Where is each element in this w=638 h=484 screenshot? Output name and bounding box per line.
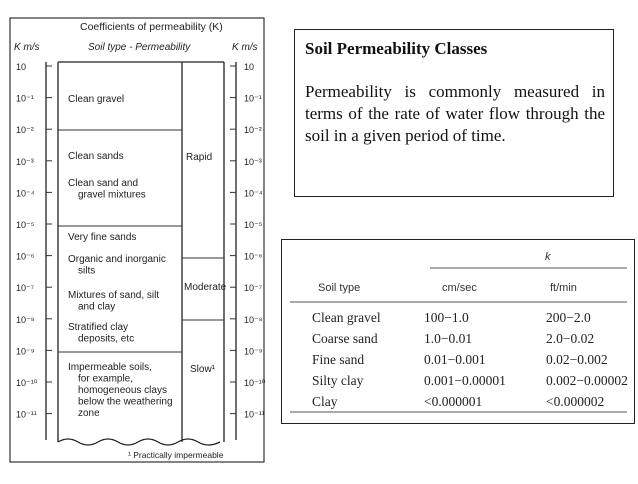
permeability-class-label: Slow¹ xyxy=(190,364,216,375)
soil-type-label: Impermeable soils, xyxy=(68,362,152,373)
right-scale-label: 10⁻³ xyxy=(244,156,262,167)
right-scale-label: 10⁻² xyxy=(244,125,262,136)
table-cell-soil-type: Fine sand xyxy=(312,352,365,367)
soil-type-label: silts xyxy=(78,265,96,277)
permeability-classes-box xyxy=(294,29,614,197)
permeability-table-figure xyxy=(282,240,636,425)
soil-type-label: Clean sand and xyxy=(68,178,139,189)
right-scale-label: 10⁻⁶ xyxy=(244,251,263,262)
box-title: Soil Permeability Classes xyxy=(305,39,488,58)
box-body-text: Permeability is commonly measured in terms of the rate of water flow through the soil in a given period of time. xyxy=(305,82,605,145)
right-scale-label: 10⁻¹¹ xyxy=(244,409,265,420)
chart-bottom-wave xyxy=(58,439,220,445)
left-scale-label: 10⁻³ xyxy=(16,156,34,167)
right-scale-label: 10⁻¹⁰ xyxy=(244,378,266,388)
table-cell-value: 0.01−0.001 xyxy=(424,352,486,367)
permeability-chart-figure xyxy=(0,0,268,479)
soil-type-label: Very fine sands xyxy=(68,232,137,243)
left-scale-label: 10⁻⁴ xyxy=(16,188,35,199)
table-cell-value: 0.02−0.002 xyxy=(546,352,608,367)
header-soil-type: Soil type xyxy=(318,282,361,294)
soil-type-label: gravel mixtures xyxy=(78,189,146,201)
soil-type-label: Clean gravel xyxy=(68,94,125,105)
table-cell-value: 200−2.0 xyxy=(546,310,591,325)
left-scale-label: 10 xyxy=(16,62,27,72)
left-scale-label: 10⁻¹¹ xyxy=(16,409,37,420)
table-cell-value: <0.000001 xyxy=(424,394,483,409)
soil-type-label: homogeneous clays xyxy=(78,385,167,396)
right-scale-label: 10 xyxy=(244,62,255,72)
soil-type-label: Mixtures of sand, silt xyxy=(68,290,160,301)
right-scale-label: 10⁻⁴ xyxy=(244,188,263,199)
permeability-table xyxy=(281,239,635,424)
table-cell-value: 0.001−0.00001 xyxy=(424,373,506,388)
left-scale-label: 10⁻² xyxy=(16,125,34,136)
left-unit-label: K m/s xyxy=(14,42,40,53)
right-scale-label: 10⁻⁵ xyxy=(244,220,263,230)
right-scale-label: 10⁻⁹ xyxy=(244,346,263,357)
k-header: k xyxy=(545,251,551,263)
table-cell-soil-type: Coarse sand xyxy=(312,331,378,346)
column-header: Soil type - Permeability xyxy=(88,42,191,53)
table-cell-soil-type: Silty clay xyxy=(312,373,364,388)
table-cell-soil-type: Clean gravel xyxy=(312,310,381,325)
right-scale-label: 10⁻⁷ xyxy=(244,283,263,294)
header-cm-sec: cm/sec xyxy=(442,282,477,294)
header-ft-min: ft/min xyxy=(550,282,577,294)
table-cell-value: 2.0−0.02 xyxy=(546,331,595,346)
table-cell-value: <0.000002 xyxy=(546,394,605,409)
permeability-class-label: Moderate xyxy=(184,282,227,293)
soil-type-label: and clay xyxy=(78,301,116,313)
right-unit-label: K m/s xyxy=(232,42,258,53)
soil-type-label: Organic and inorganic xyxy=(68,254,166,265)
right-scale-label: 10⁻⁸ xyxy=(244,314,263,325)
left-scale-label: 10⁻⁶ xyxy=(16,251,35,262)
table-cell-value: 0.002−0.00002 xyxy=(546,373,628,388)
chart-title: Coefficients of permeability (K) xyxy=(80,21,223,33)
left-scale-label: 10⁻¹⁰ xyxy=(16,378,38,388)
left-scale-label: 10⁻⁷ xyxy=(16,283,35,294)
soil-type-label: zone xyxy=(78,408,100,419)
right-scale-label: 10⁻¹ xyxy=(244,93,262,104)
soil-type-label: deposits, etc xyxy=(78,333,135,345)
table-cell-value: 1.0−0.01 xyxy=(424,331,473,346)
soil-type-label: for example, xyxy=(78,373,134,385)
table-cell-value: 100−1.0 xyxy=(424,310,469,325)
soil-type-label: below the weathering xyxy=(78,396,173,408)
chart-footnote: ¹ Practically impermeable xyxy=(128,450,224,460)
table-cell-soil-type: Clay xyxy=(312,394,338,409)
permeability-chart xyxy=(0,0,268,479)
left-scale-label: 10⁻⁹ xyxy=(16,346,35,357)
left-scale-label: 10⁻⁵ xyxy=(16,220,35,230)
permeability-class-label: Rapid xyxy=(186,152,213,163)
left-scale-label: 10⁻⁸ xyxy=(16,314,35,325)
left-scale-label: 10⁻¹ xyxy=(16,93,34,104)
soil-type-label: Clean sands xyxy=(68,151,124,162)
soil-type-label: Stratified clay xyxy=(68,322,129,333)
